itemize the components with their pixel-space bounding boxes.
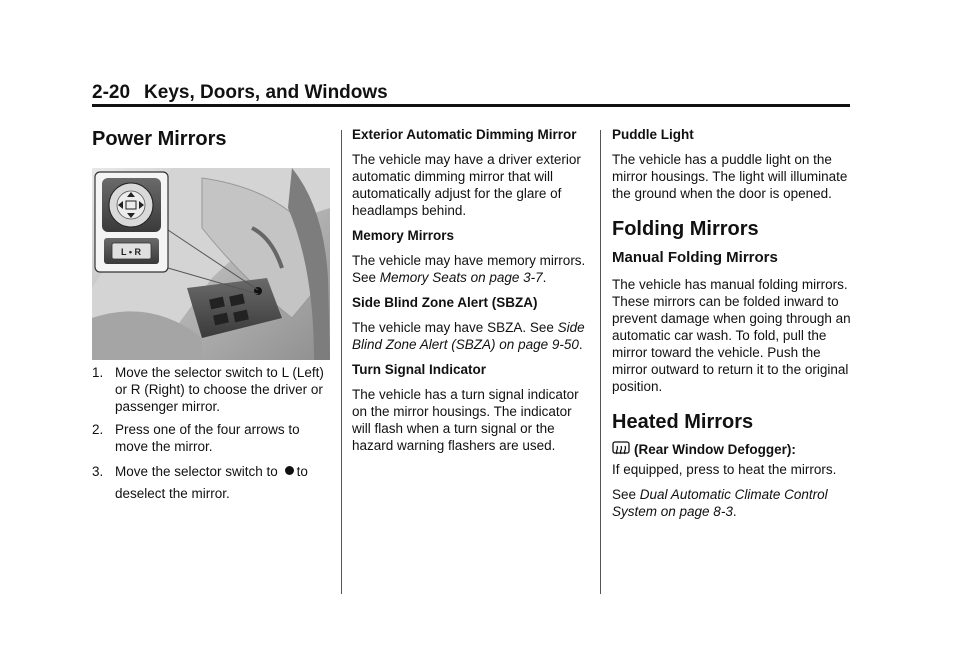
puddle-light-heading: Puddle Light — [612, 127, 694, 142]
turn-signal-text: The vehicle has a turn signal indicator on the mirror housings. The indicator will flash when a turn signal or the hazard warning flashers are used. — [352, 387, 579, 453]
center-position-icon — [285, 466, 294, 475]
memory-mirrors-text: The vehicle may have memory mirrors. See Memory Seats on page 3-7. — [352, 253, 586, 285]
column-divider — [341, 130, 342, 594]
climate-control-link[interactable]: Dual Automatic Climate Control System on page 8-3 — [612, 487, 828, 519]
column-divider — [600, 130, 601, 594]
memory-seats-link[interactable]: Memory Seats on page 3-7 — [379, 270, 543, 285]
lr-switch-label: L • R — [121, 247, 141, 257]
memory-mirrors-heading: Memory Mirrors — [352, 228, 455, 243]
puddle-light-text: The vehicle has a puddle light on the mirror housings. The light will illuminate the ground when the door is opened. — [612, 152, 848, 201]
middle-column — [352, 126, 588, 454]
sbza-link[interactable]: Side Blind Zone Alert (SBZA) on page 9-50 — [352, 320, 585, 352]
turn-signal-heading: Turn Signal Indicator — [352, 362, 487, 377]
folding-mirrors-title: Folding Mirrors — [612, 218, 759, 240]
sbza-text: The vehicle may have SBZA. See Side Blind Zone Alert (SBZA) on page 9-50. — [352, 320, 585, 352]
list-item: 2. Press one of the four arrows to move the mirror. — [92, 422, 300, 454]
heated-mirrors-text: (Rear Window Defogger): If equipped, press to heat the mirrors. — [612, 442, 837, 477]
auto-dimming-heading: Exterior Automatic Dimming Mirror — [352, 127, 577, 142]
chapter-title: Keys, Doors, and Windows — [144, 82, 388, 103]
door-panel-illustration — [92, 168, 330, 360]
auto-dimming-text: The vehicle may have a driver exterior automatic dimming mirror that will automatically adjust for the glare of headlamps behind. — [352, 152, 581, 218]
mirror-control-figure — [92, 168, 330, 360]
defogger-label: (Rear Window Defogger): — [634, 442, 796, 457]
manual-folding-text: The vehicle has manual folding mirrors. These mirrors can be folded inward to prevent damage when going through an automatic car wash. To fold, pull the mirror toward the vehicle. Push the mirror outward to return it to the original position. — [612, 277, 851, 394]
left-column — [92, 126, 332, 152]
power-mirrors-title: Power Mirrors — [92, 128, 227, 150]
steps-list — [92, 364, 332, 505]
manual-folding-heading: Manual Folding Mirrors — [612, 249, 778, 266]
heated-see-text: See Dual Automatic Climate Control System on page 8-3. — [612, 487, 828, 519]
header-rule — [92, 104, 850, 107]
list-item: 3. Move the selector switch to to deselect the mirror. — [92, 464, 308, 501]
page-header — [92, 82, 388, 104]
right-column — [612, 126, 854, 520]
rear-defogger-icon — [612, 441, 630, 461]
heated-mirrors-title: Heated Mirrors — [612, 411, 754, 433]
page-number: 2-20 — [92, 82, 131, 103]
sbza-heading: Side Blind Zone Alert (SBZA) — [352, 295, 538, 310]
list-item: 1. Move the selector switch to L (Left) or R (Right) to choose the driver or passenger mirror. — [92, 365, 324, 414]
